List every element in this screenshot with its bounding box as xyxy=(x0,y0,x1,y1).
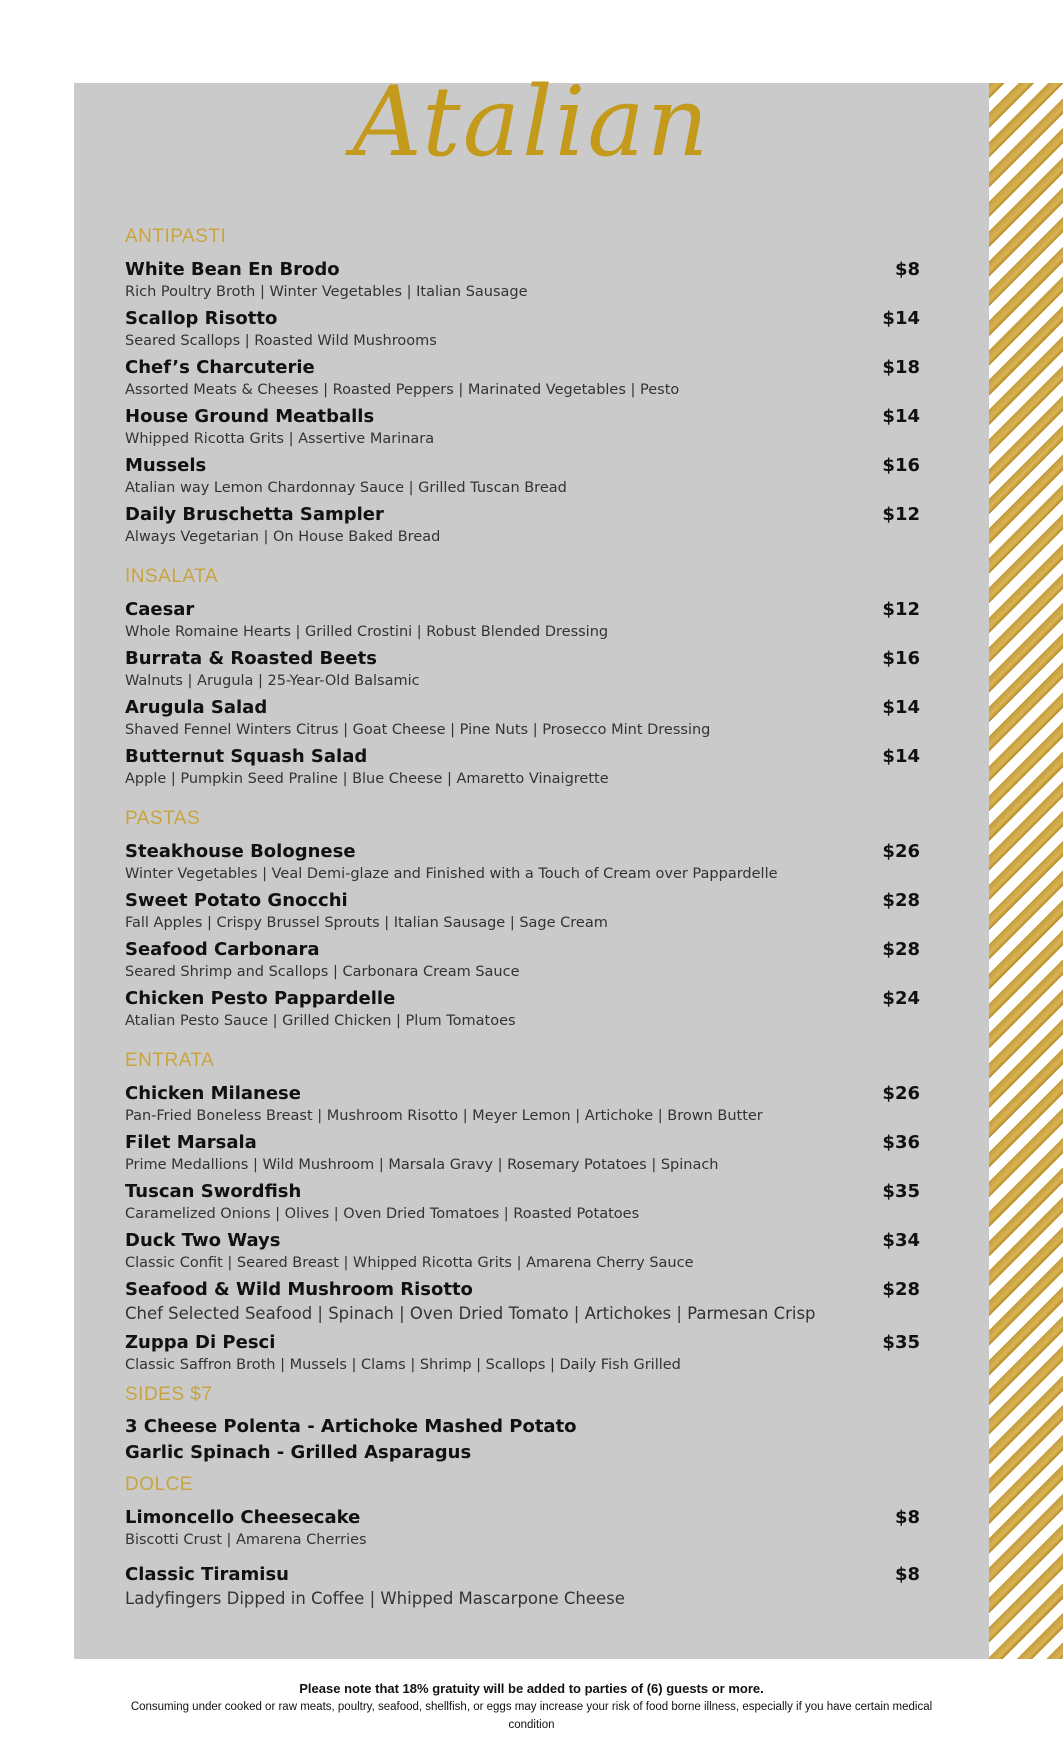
item-description: Seared Scallops | Roasted Wild Mushrooms xyxy=(125,333,437,349)
menu-content xyxy=(125,226,920,1614)
item-price: $8 xyxy=(894,1564,920,1585)
item-price: $28 xyxy=(882,939,920,960)
section-title: ANTIPASTI xyxy=(125,226,227,247)
section-sides xyxy=(125,1384,920,1466)
menu-item xyxy=(125,256,920,301)
item-description: Shaved Fennel Winters Citrus | Goat Cheese | Pine Nuts | Prosecco Mint Dressing xyxy=(125,722,711,738)
decorative-stripe-border xyxy=(989,83,1063,1659)
item-description: Seared Shrimp and Scallops | Carbonara Cream Sauce xyxy=(125,964,520,980)
item-description: Assorted Meats & Cheeses | Roasted Peppers | Marinated Vegetables | Pesto xyxy=(125,382,680,398)
item-name: House Ground Meatballs xyxy=(125,406,375,427)
section-dolce xyxy=(125,1474,920,1610)
item-name: Burrata & Roasted Beets xyxy=(125,648,377,669)
restaurant-logo: Atalian xyxy=(352,66,711,178)
section-title: SIDES $7 xyxy=(125,1384,213,1405)
menu-item xyxy=(125,645,920,690)
food-safety-warning: Consuming under cooked or raw meats, poultry, seafood, shellfish, or eggs may increase your risk of food borne illness, especially if you have certain medical condition xyxy=(130,1701,933,1731)
item-name: Seafood Carbonara xyxy=(125,939,320,960)
menu-item xyxy=(125,936,920,981)
item-description: Whipped Ricotta Grits | Assertive Marinara xyxy=(125,431,435,447)
item-price: $12 xyxy=(882,504,920,525)
item-description: Always Vegetarian | On House Baked Bread xyxy=(125,529,441,545)
item-price: $14 xyxy=(882,746,920,767)
section-title: PASTAS xyxy=(125,808,201,829)
item-price: $35 xyxy=(882,1181,920,1202)
item-name: Butternut Squash Salad xyxy=(125,746,368,767)
item-name: Mussels xyxy=(125,455,207,476)
item-description: Prime Medallions | Wild Mushroom | Marsala Gravy | Rosemary Potatoes | Spinach xyxy=(125,1157,719,1173)
item-description: Chef Selected Seafood | Spinach | Oven Dried Tomato | Artichokes | Parmesan Crisp xyxy=(125,1304,816,1323)
menu-item xyxy=(125,985,920,1030)
section-entrata xyxy=(125,1050,920,1374)
section-antipasti xyxy=(125,226,920,546)
menu-item xyxy=(125,1129,920,1174)
item-price: $26 xyxy=(882,1083,920,1104)
item-description: Fall Apples | Crispy Brussel Sprouts | Italian Sausage | Sage Cream xyxy=(125,915,608,931)
menu-item xyxy=(125,452,920,497)
item-price: $14 xyxy=(882,697,920,718)
menu-item xyxy=(125,838,920,883)
menu-item xyxy=(125,694,920,739)
item-name: Chicken Milanese xyxy=(125,1083,301,1104)
item-price: $28 xyxy=(882,1279,920,1300)
menu-item xyxy=(125,743,920,788)
menu-item xyxy=(125,1561,920,1610)
menu-item xyxy=(125,1329,920,1374)
item-price: $8 xyxy=(894,259,920,280)
item-description: Atalian Pesto Sauce | Grilled Chicken | Plum Tomatoes xyxy=(125,1013,516,1029)
item-name: Daily Bruschetta Sampler xyxy=(125,504,384,525)
section-insalata xyxy=(125,566,920,788)
footer-notice xyxy=(110,1680,953,1734)
item-price: $34 xyxy=(882,1230,920,1251)
section-title: INSALATA xyxy=(125,566,219,587)
item-price: $16 xyxy=(882,648,920,669)
item-name: Limoncello Cheesecake xyxy=(125,1507,361,1528)
item-name: Classic Tiramisu xyxy=(125,1564,289,1585)
item-description: Walnuts | Arugula | 25-Year-Old Balsamic xyxy=(125,673,420,689)
item-description: Rich Poultry Broth | Winter Vegetables | Italian Sausage xyxy=(125,284,528,300)
item-description: Classic Confit | Seared Breast | Whipped Ricotta Grits | Amarena Cherry Sauce xyxy=(125,1255,694,1271)
item-description: Apple | Pumpkin Seed Praline | Blue Cheese | Amaretto Vinaigrette xyxy=(125,771,609,787)
item-description: Biscotti Crust | Amarena Cherries xyxy=(125,1532,367,1548)
section-title: DOLCE xyxy=(125,1474,193,1495)
item-price: $16 xyxy=(882,455,920,476)
menu-item xyxy=(125,1178,920,1223)
item-name: Arugula Salad xyxy=(125,697,268,718)
item-name: Chicken Pesto Pappardelle xyxy=(125,988,396,1009)
menu-item xyxy=(125,1227,920,1272)
menu-item xyxy=(125,501,920,546)
item-name: Scallop Risotto xyxy=(125,308,278,329)
item-name: Caesar xyxy=(125,599,195,620)
section-title: ENTRATA xyxy=(125,1050,215,1071)
item-price: $24 xyxy=(882,988,920,1009)
item-name: Duck Two Ways xyxy=(125,1230,281,1251)
item-description: Caramelized Onions | Olives | Oven Dried Tomatoes | Roasted Potatoes xyxy=(125,1206,640,1222)
sides-line: 3 Cheese Polenta - Artichoke Mashed Potato xyxy=(125,1416,577,1437)
item-name: Zuppa Di Pesci xyxy=(125,1332,276,1353)
section-pastas xyxy=(125,808,920,1030)
item-price: $12 xyxy=(882,599,920,620)
menu-item xyxy=(125,1080,920,1125)
item-name: Tuscan Swordfish xyxy=(125,1181,302,1202)
item-description: Winter Vegetables | Veal Demi-glaze and Finished with a Touch of Cream over Pappardelle xyxy=(125,866,778,882)
menu-item xyxy=(125,305,920,350)
item-description: Classic Saffron Broth | Mussels | Clams | Shrimp | Scallops | Daily Fish Grilled xyxy=(125,1357,681,1373)
item-price: $14 xyxy=(882,308,920,329)
item-price: $14 xyxy=(882,406,920,427)
item-name: Filet Marsala xyxy=(125,1132,257,1153)
item-price: $35 xyxy=(882,1332,920,1353)
item-name: Seafood & Wild Mushroom Risotto xyxy=(125,1279,473,1300)
item-description: Ladyfingers Dipped in Coffee | Whipped Mascarpone Cheese xyxy=(125,1589,625,1608)
item-description: Whole Romaine Hearts | Grilled Crostini | Robust Blended Dressing xyxy=(125,624,609,640)
menu-item xyxy=(125,403,920,448)
item-name: Chef’s Charcuterie xyxy=(125,357,315,378)
item-description: Pan-Fried Boneless Breast | Mushroom Risotto | Meyer Lemon | Artichoke | Brown Butter xyxy=(125,1108,763,1124)
item-price: $36 xyxy=(882,1132,920,1153)
item-price: $18 xyxy=(882,357,920,378)
gratuity-notice: Please note that 18% gratuity will be added to parties of (6) guests or more. xyxy=(299,1681,764,1696)
item-name: Sweet Potato Gnocchi xyxy=(125,890,348,911)
item-price: $26 xyxy=(882,841,920,862)
item-name: White Bean En Brodo xyxy=(125,259,340,280)
item-description: Atalian way Lemon Chardonnay Sauce | Grilled Tuscan Bread xyxy=(125,480,567,496)
menu-item xyxy=(125,887,920,932)
menu-item xyxy=(125,1276,920,1325)
item-name: Steakhouse Bolognese xyxy=(125,841,356,862)
menu-item xyxy=(125,596,920,641)
item-price: $8 xyxy=(894,1507,920,1528)
sides-line: Garlic Spinach - Grilled Asparagus xyxy=(125,1442,472,1463)
menu-item xyxy=(125,354,920,399)
menu-item xyxy=(125,1504,920,1549)
item-price: $28 xyxy=(882,890,920,911)
